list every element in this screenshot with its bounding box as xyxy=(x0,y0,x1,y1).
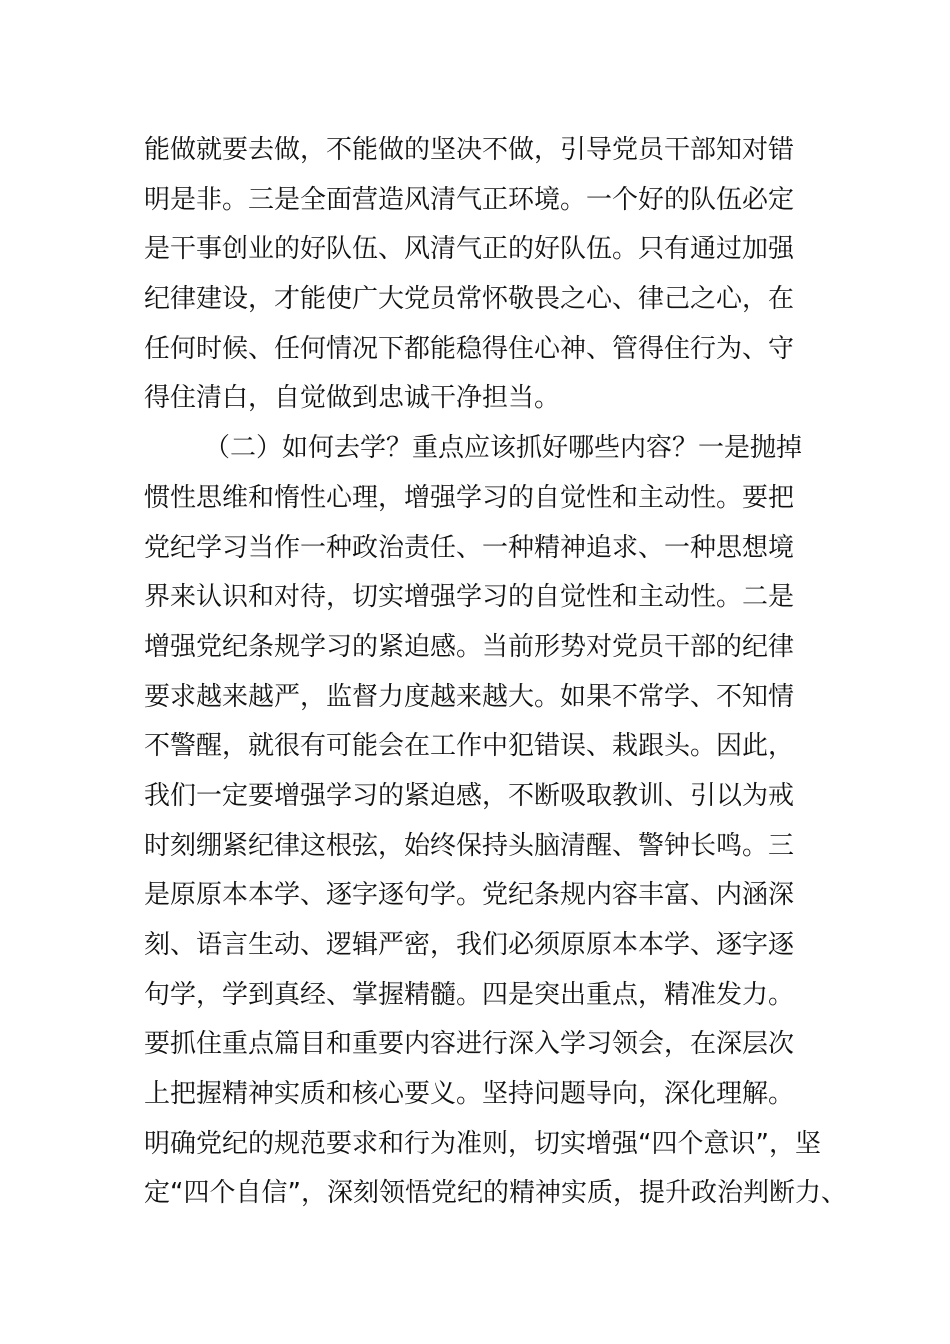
text-line: 上把握精神实质和核心要义。坚持问题导向，深化理解。 xyxy=(144,1079,795,1110)
text-line: 要抓住重点篇目和重要内容进行深入学习领会，在深层次 xyxy=(144,1029,795,1060)
text-line: 句学，学到真经、掌握精髓。四是突出重点，精准发力。 xyxy=(144,979,795,1010)
body-text xyxy=(144,126,847,1219)
text-line: 党纪学习当作一种政治责任、一种精神追求、一种思想境 xyxy=(144,532,795,563)
text-line: 定“四个自信”，深刻领悟党纪的精神实质，提升政治判断力、 xyxy=(144,1178,847,1209)
text-line: 增强党纪条规学习的紧迫感。当前形势对党员干部的纪律 xyxy=(144,631,795,662)
text-line: 能做就要去做，不能做的坚决不做，引导党员干部知对错 xyxy=(144,135,795,165)
text-line: 明确党纪的规范要求和行为准则，切实增强“四个意识”，坚 xyxy=(144,1128,821,1159)
text-line: 要求越来越严，监督力度越来越大。如果不常学、不知情 xyxy=(144,681,795,712)
text-line: 任何时候、任何情况下都能稳得住心神、管得住行为、守 xyxy=(144,333,795,364)
text-line: 得住清白，自觉做到忠诚干净担当。 xyxy=(144,383,561,414)
text-line: 我们一定要增强学习的紧迫感，不断吸取教训、引以为戒 xyxy=(144,780,795,811)
text-line: 界来认识和对待，切实增强学习的自觉性和主动性。二是 xyxy=(144,582,795,613)
text-line: 刻、语言生动、逻辑严密，我们必须原原本本学、逐字逐 xyxy=(144,930,795,960)
text-line: 是原原本本学、逐字逐句学。党纪条规内容丰富、内涵深 xyxy=(144,880,795,911)
text-line: 是干事创业的好队伍、风清气正的好队伍。只有通过加强 xyxy=(144,234,795,265)
text-line: 纪律建设，才能使广大党员常怀敬畏之心、律己之心，在 xyxy=(144,284,795,315)
paragraph-first-line: （二）如何去学？重点应该抓好哪些内容？一是抛掉 xyxy=(204,433,803,464)
text-line: 不警醒，就很有可能会在工作中犯错误、栽跟头。因此， xyxy=(144,731,795,762)
text-line: 时刻绷紧纪律这根弦，始终保持头脑清醒、警钟长鸣。三 xyxy=(144,830,795,861)
text-line: 惯性思维和惰性心理，增强学习的自觉性和主动性。要把 xyxy=(144,482,795,513)
text-line: 明是非。三是全面营造风清气正环境。一个好的队伍必定 xyxy=(144,184,795,215)
